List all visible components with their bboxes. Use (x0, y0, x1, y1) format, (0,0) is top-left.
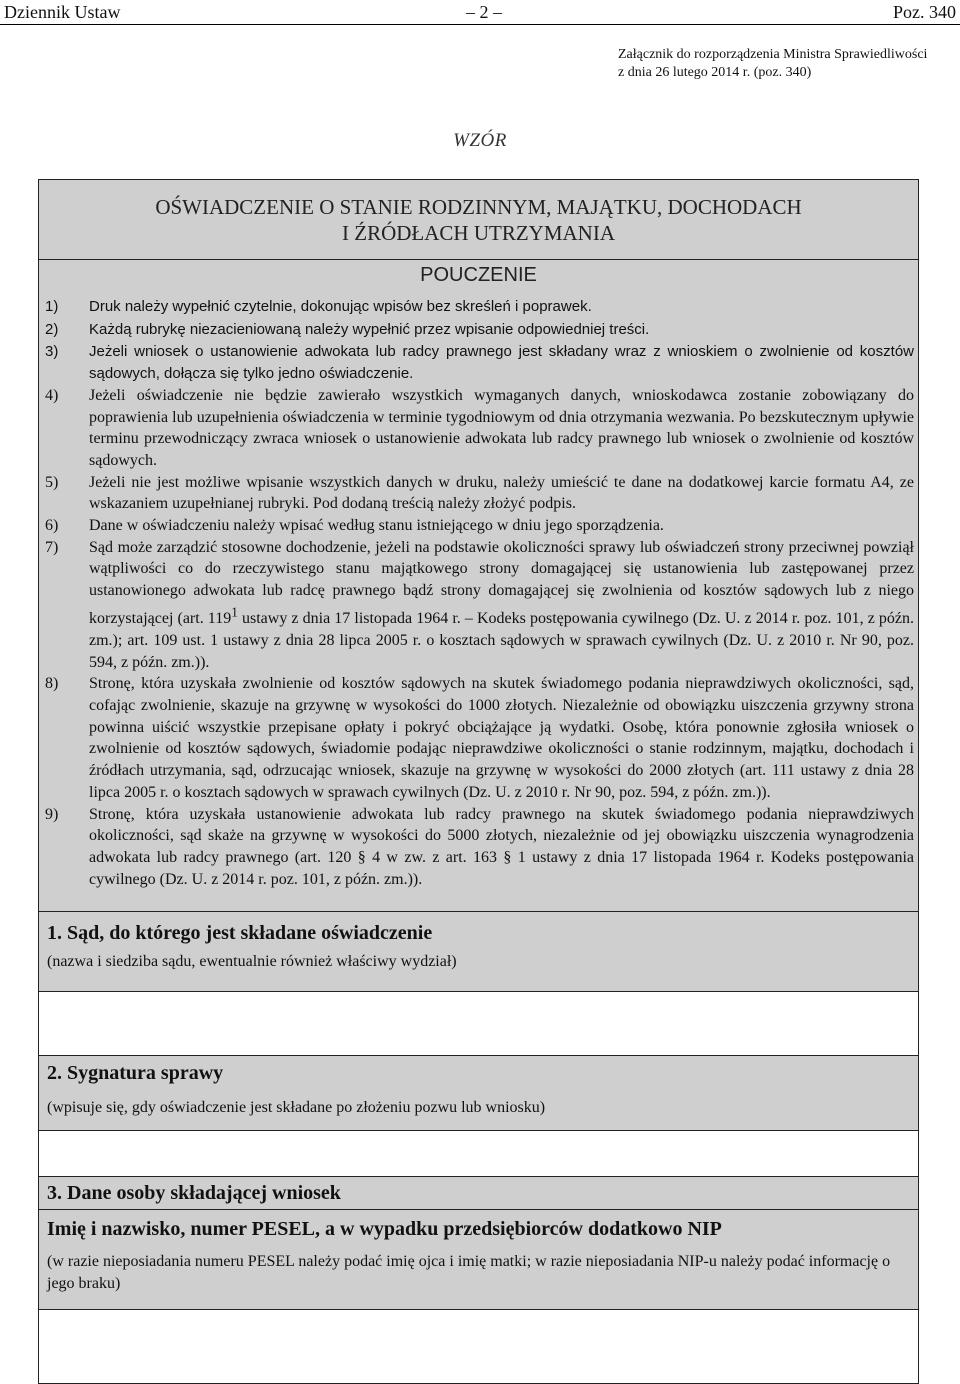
section-1-heading: 1. Sąd, do którego jest składane oświadczenie (47, 922, 433, 944)
header-rule (0, 24, 960, 25)
instruction-item (45, 296, 914, 318)
form-title-line-1: OŚWIADCZENIE O STANIE RODZINNYM, MAJĄTKU, DOCHODACH (155, 195, 802, 219)
instruction-text (89, 539, 914, 671)
section-2-heading: 2. Sygnatura sprawy (47, 1062, 224, 1084)
annex-line-2: z dnia 26 lutego 2014 r. (poz. 340) (618, 65, 812, 80)
instruction-number: 5) (45, 473, 59, 491)
template-label: WZÓR (453, 130, 507, 151)
instruction-number: 1) (45, 298, 59, 315)
instruction-item (45, 804, 914, 891)
journal-name: Dziennik Ustaw (4, 2, 121, 22)
instruction-item (45, 472, 914, 515)
instruction-text: Dane w oświadczeniu należy wpisać według stanu istniejącego w dniu jego sporządzenia. (89, 517, 664, 535)
instructions-title: POUCZENIE (420, 264, 537, 286)
annex-line-1: Załącznik do rozporządzenia Ministra Sprawiedliwości (618, 47, 928, 62)
superscript: 1 (231, 604, 238, 620)
instruction-item (45, 537, 914, 674)
section-3-header (38, 1176, 919, 1210)
instruction-item (45, 319, 914, 341)
instruction-text-part-a: Sąd może zarządzić stosowne dochodzenie, jeżeli na podstawie okoliczności sprawy lub oświadczeń strony przeciwnej powziął wątpliwości co do rzeczywistego stanu majątkowego strony domagającej się ustanowienia lub zastępowanej przez ustanowionego adwokata lub radcę prawnego bądź strony domagającej się zwolnienia od kosztów sądowych lub z niego korzystającej (art. 119 (89, 538, 914, 628)
instruction-number: 2) (45, 320, 59, 338)
section-3-note: (w razie nieposiadania numeru PESEL należy podać imię ojca i imię matki; w razie nieposiadania NIP-u należy podać informację o jego braku) (47, 1253, 891, 1292)
court-name-field[interactable] (38, 991, 919, 1056)
instruction-text: Każdą rubrykę niezacieniowaną należy wypełnić przez wpisanie odpowiedniej treści. (89, 320, 650, 338)
section-3-heading: 3. Dane osoby składającej wniosek (47, 1182, 341, 1204)
instruction-number: 7) (45, 538, 59, 556)
form-title-line-2: I ŹRÓDŁACH UTRZYMANIA (342, 221, 615, 245)
instruction-text: Stronę, która uzyskała zwolnienie od kosztów sądowych na skutek świadomego podania nieprawdziwych okoliczności, sąd, cofając zwolnienie, skazuje na grzywnę w wysokości do 1000 złotych. Niezależnie od obowiązku uiszczenia grzywny strona powinna uiścić wszystkie przepisane opłaty i pokryć obciążające ją wydatki. Osobę, która ponownie zgłosiła wniosek o zwolnienie od kosztów sądowych, świadomie podając nieprawdziwe okoliczności o stanie rodzinnym, majątku, dochodach i źródłach utrzymania, sąd, odrzucając wniosek, skazuje na grzywnę w wysokości do 2000 złotych (art. 111 ustawy z dnia 28 lipca 2005 r. o kosztach sądowych w sprawach cywilnych (Dz. U. z 2010 r. Nr 90, poz. 594, z późn. zm.)). (89, 675, 914, 801)
instruction-text: Jeżeli wniosek o ustanowienie adwokata lub radcy prawnego jest składany wraz z wnioskiem o zwolnienie od kosztów sądowych, dołącza się tylko jedno oświadczenie. (89, 343, 914, 383)
case-signature-field[interactable] (38, 1130, 919, 1177)
instruction-item (45, 341, 914, 384)
instructions-box (38, 259, 919, 912)
section-3-subheading: Imię i nazwisko, numer PESEL, a w wypadku przedsiębiorców dodatkowo NIP (47, 1218, 722, 1240)
instruction-text: Druk należy wypełnić czytelnie, dokonując wpisów bez skreśleń i poprawek. (89, 298, 592, 315)
section-2-header (38, 1055, 919, 1131)
section-3-subheader (38, 1209, 919, 1310)
instruction-text: Jeżeli oświadczenie nie będzie zawierało wszystkich wymaganych danych, wnioskodawca zostanie zobowiązany do poprawienia lub uzupełnienia oświadczenia w terminie tygodniowym od dnia otrzymania wezwania. Po bezskutecznym upływie terminu przewodniczący zwraca wniosek o ustanowienie adwokata lub radcy prawnego lub wniosek o zwolnienie od kosztów sądowych. (89, 386, 914, 469)
instruction-text: Jeżeli nie jest możliwe wpisanie wszystkich danych w druku, należy umieścić te dane na dodatkowej karcie formatu A4, ze wskazaniem uzupełnianej rubryki. Pod dodaną treścią należy złożyć podpis. (89, 473, 914, 513)
instruction-number: 3) (45, 343, 59, 361)
page-header (4, 2, 956, 24)
instruction-number: 6) (45, 517, 59, 535)
instruction-number: 4) (45, 386, 59, 404)
section-2-note: (wpisuje się, gdy oświadczenie jest składane po złożeniu pozwu lub wniosku) (47, 1099, 546, 1116)
section-1-header (38, 911, 919, 992)
instruction-item (45, 673, 914, 803)
instruction-number: 9) (45, 805, 59, 823)
instruction-text-part-b: ustawy z dnia 17 listopada 1964 r. – Kodeks postępowania cywilnego (Dz. U. z 2014 r. poz. 101, z późn. zm.); art. 109 ust. 1 ustawy z dnia 28 lipca 2005 r. o kosztach sądowych w sprawach cywilnych (Dz. U. z 2010 r. Nr 90, poz. 594, z późn. zm.)). (89, 610, 914, 671)
section-1-note: (nazwa i siedziba sądu, ewentualnie również właściwy wydział) (47, 953, 457, 970)
instruction-item (45, 515, 914, 537)
applicant-data-field[interactable] (38, 1309, 919, 1384)
page-number: – 2 – (466, 2, 502, 22)
instruction-text: Stronę, która uzyskała ustanowienie adwokata lub radcy prawnego na skutek świadomego podania nieprawdziwych okoliczności, sąd skaże na grzywnę w wysokości do 5000 złotych, niezależnie od jej obowiązku uiszczenia wynagrodzenia adwokata lub radcy prawnego (art. 120 § 4 w zw. z art. 163 § 1 ustawy z dnia 17 listopada 1964 r. Kodeks postępowania cywilnego (Dz. U. z 2014 r. poz. 101, z późn. zm.)). (89, 805, 914, 888)
instruction-number: 8) (45, 675, 59, 693)
position-number: Poz. 340 (893, 2, 956, 22)
annex-note (618, 46, 927, 82)
form-title-box (38, 179, 919, 260)
instructions-list (45, 296, 914, 890)
instruction-item (45, 385, 914, 472)
